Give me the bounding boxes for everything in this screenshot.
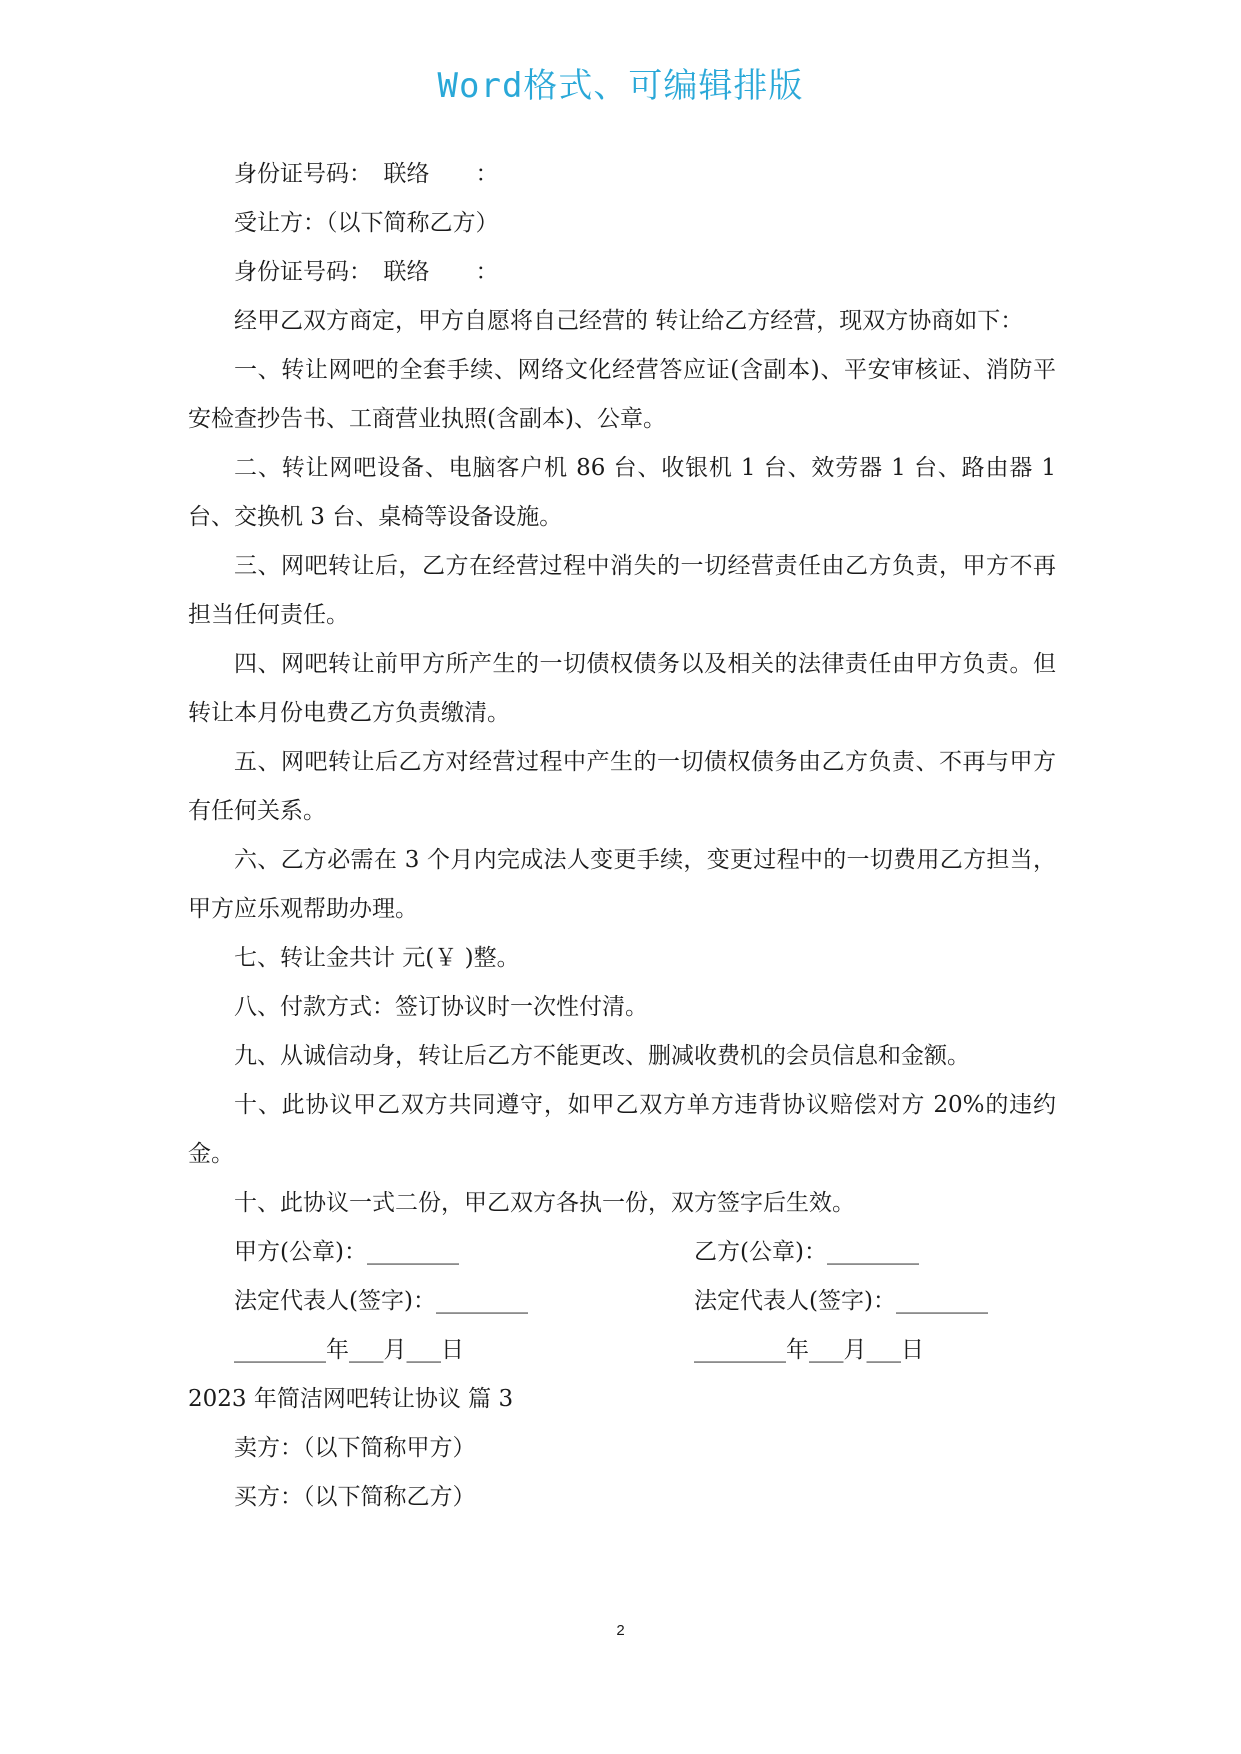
intro-paragraph: 经甲乙双方商定，甲方自愿将自己经营的 转让给乙方经营，现双方协商如下： xyxy=(234,308,1024,334)
id-line-2: 身份证号码： 联络 ： xyxy=(234,259,499,285)
buyer-line: 买方：（以下简称乙方） xyxy=(234,1484,476,1510)
party-b-representative: 法定代表人(签字)：________ xyxy=(694,1288,988,1314)
clause-1: 一、转让网吧的全套手续、网络文化经营答应证(含副本)、平安审核证、消防平安检查抄告书、工商营业执照(含副本)、公章。 xyxy=(188,357,1056,432)
party-a-representative: 法定代表人(签字)：________ xyxy=(234,1288,528,1314)
party-a-date: ________年___月___日 xyxy=(234,1337,464,1363)
clause-2: 二、转让网吧设备、电脑客户机 86 台、收银机 1 台、效劳器 1 台、路由器 1 台、交换机 3 台、桌椅等设备设施。 xyxy=(188,455,1056,530)
clause-3: 三、网吧转让后，乙方在经营过程中消失的一切经营责任由乙方负责，甲方不再担当任何责任。 xyxy=(188,553,1056,628)
clause-9: 九、从诚信动身，转让后乙方不能更改、删减收费机的会员信息和金额。 xyxy=(234,1043,970,1069)
clause-7: 七、转让金共计 元(￥ )整。 xyxy=(234,945,520,971)
clause-10: 十、此协议甲乙双方共同遵守，如甲乙双方单方违背协议赔偿对方 20%的违约金。 xyxy=(188,1092,1056,1167)
clause-8: 八、付款方式：签订协议时一次性付清。 xyxy=(234,994,648,1020)
signature-row-seal xyxy=(188,1228,1056,1277)
transferee-line: 受让方：（以下简称乙方） xyxy=(234,210,499,236)
clause-6: 六、乙方必需在 3 个月内完成法人变更手续，变更过程中的一切费用乙方担当，甲方应乐观帮助办理。 xyxy=(188,847,1056,922)
party-a-seal: 甲方(公章)：________ xyxy=(234,1239,459,1265)
clause-5: 五、网吧转让后乙方对经营过程中产生的一切债权债务由乙方负责、不再与甲方有任何关系。 xyxy=(188,749,1056,824)
signature-row-rep xyxy=(188,1277,1056,1326)
section-3-heading: 2023 年简洁网吧转让协议 篇 3 xyxy=(188,1386,514,1412)
clause-11: 十、此协议一式二份，甲乙双方各执一份，双方签字后生效。 xyxy=(234,1190,855,1216)
party-b-seal: 乙方(公章)：________ xyxy=(694,1239,919,1265)
header-title: Word格式、可编辑排版 xyxy=(437,66,804,106)
party-b-date: ________年___月___日 xyxy=(694,1337,924,1363)
document-body xyxy=(188,150,1056,1522)
clause-4: 四、网吧转让前甲方所产生的一切债权债务以及相关的法律责任由甲方负责。但转让本月份电费乙方负责缴清。 xyxy=(188,651,1056,726)
page-number: 2 xyxy=(616,1622,625,1639)
id-line-1: 身份证号码： 联络 ： xyxy=(234,161,499,187)
signature-row-date xyxy=(188,1326,1056,1375)
seller-line: 卖方：（以下简称甲方） xyxy=(234,1435,476,1461)
